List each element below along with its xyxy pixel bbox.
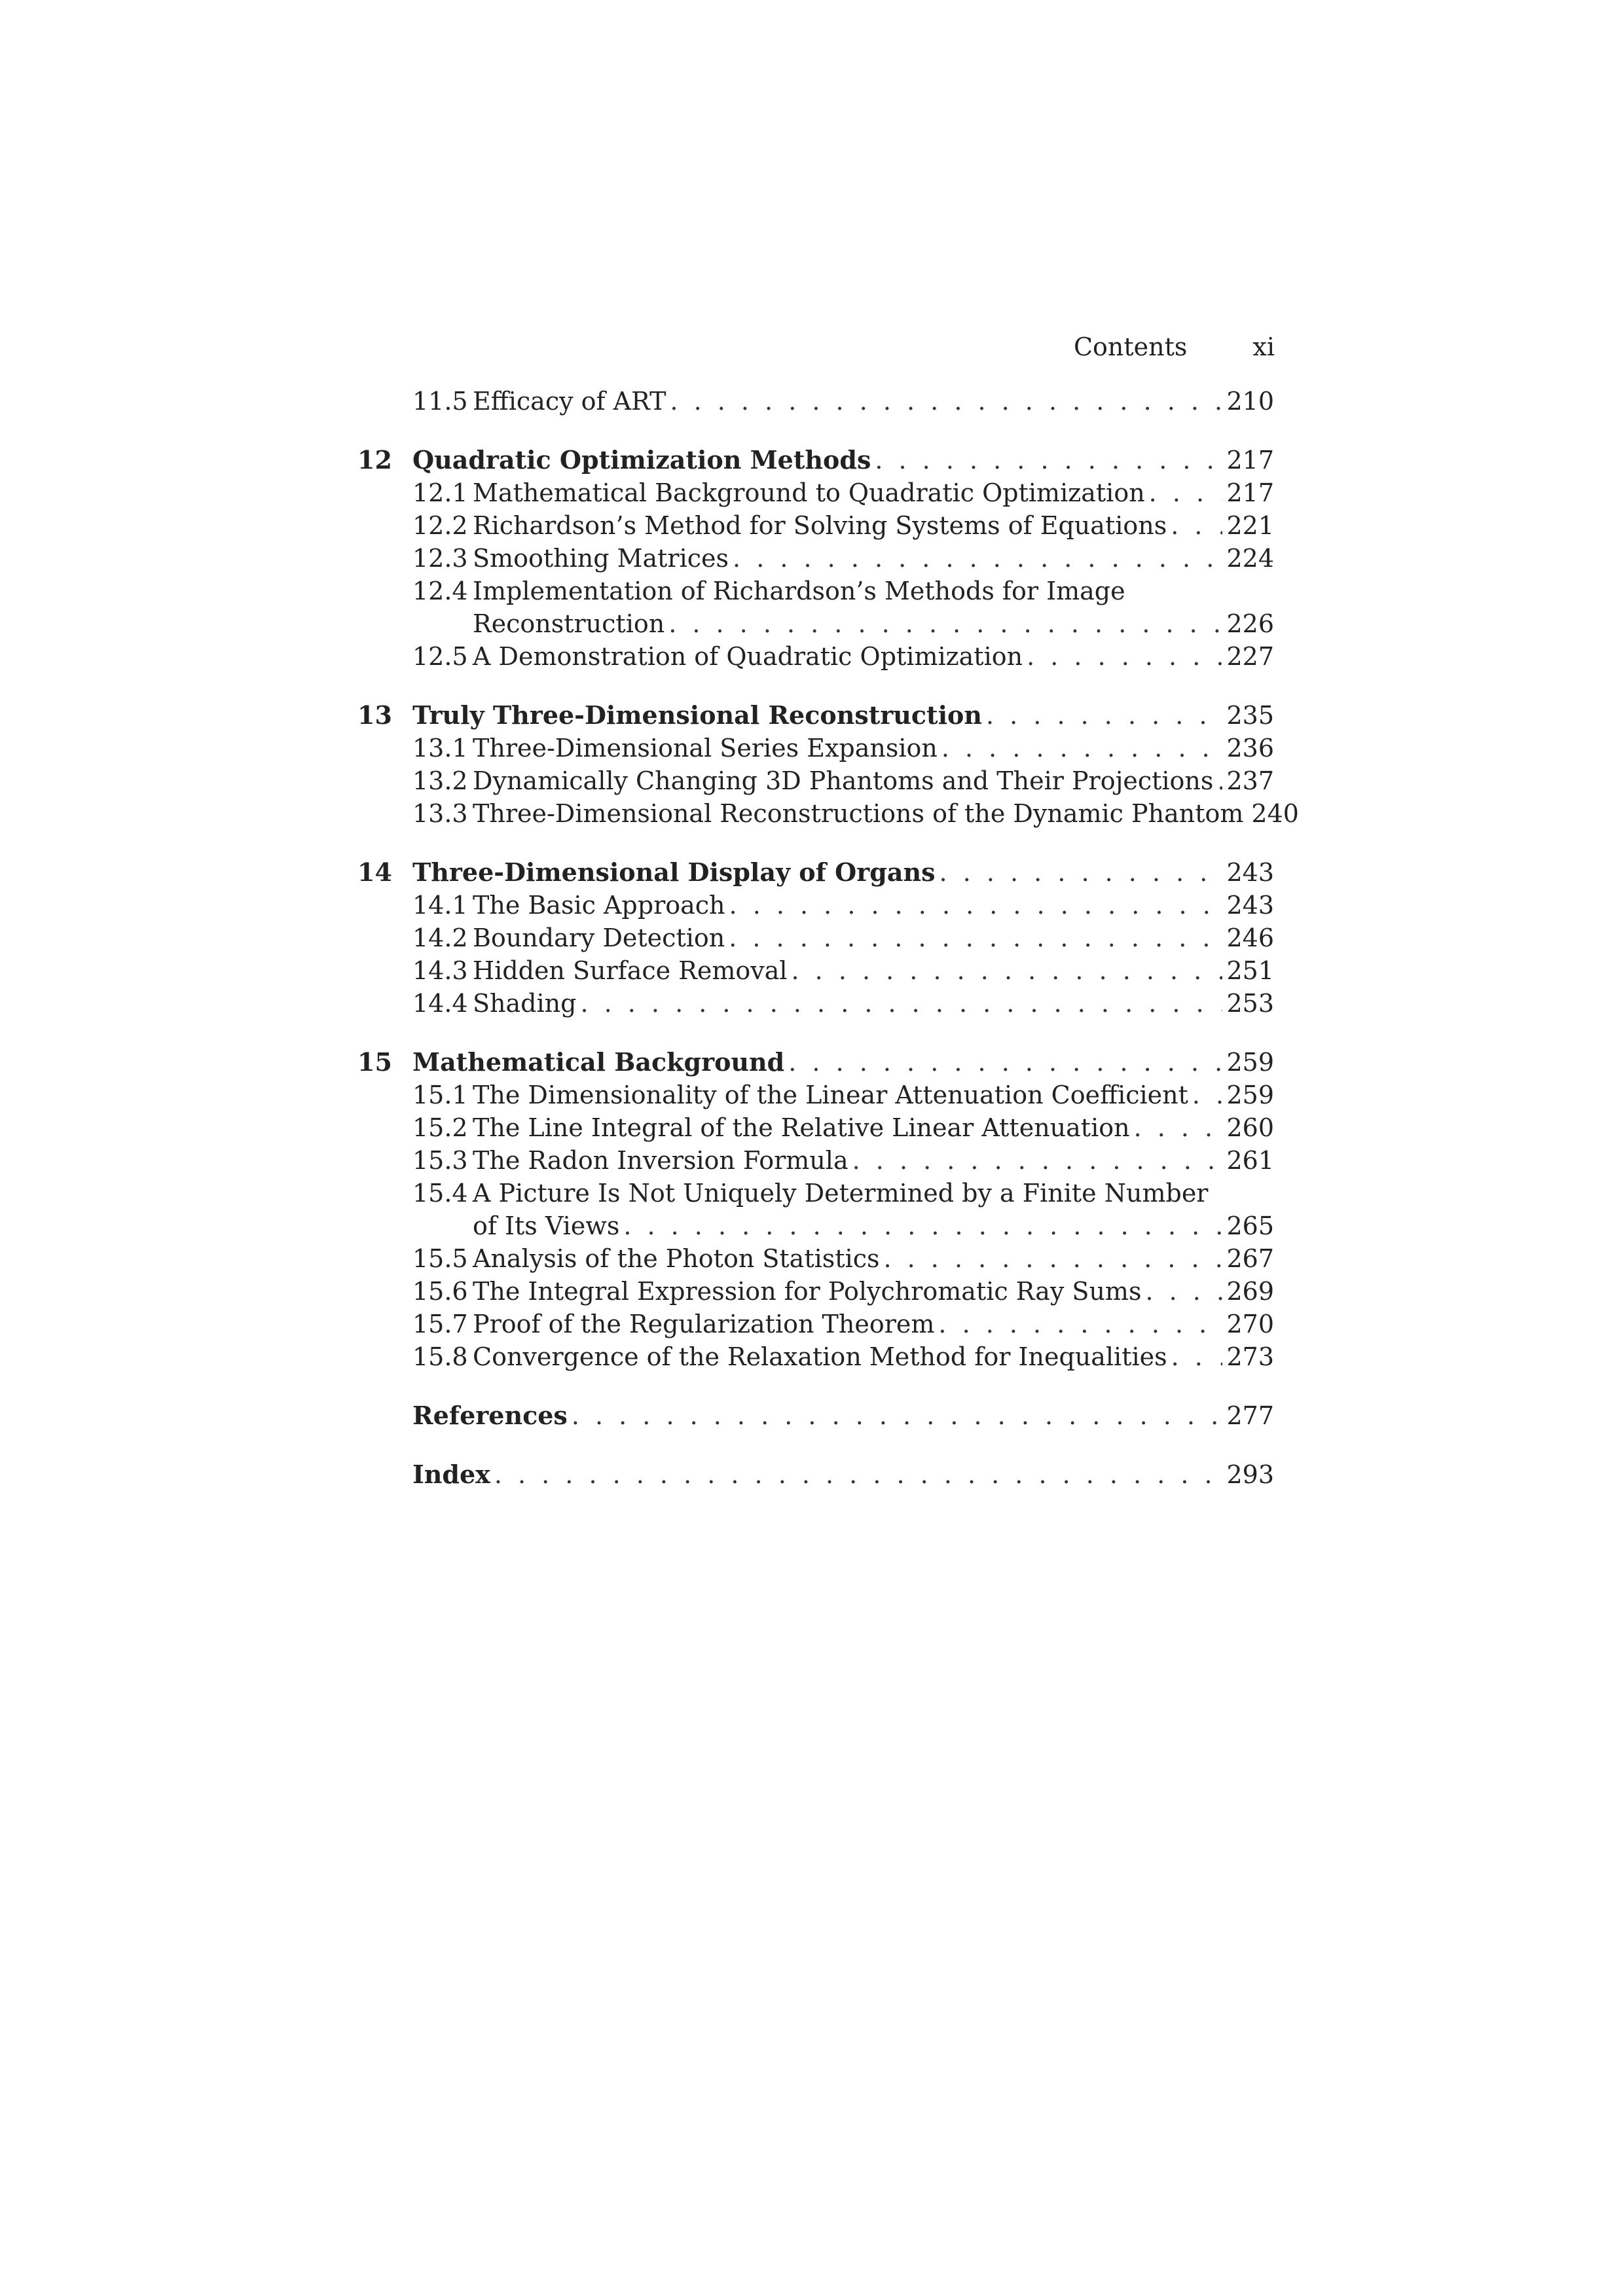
toc-chapter-entry[interactable] — [357, 856, 1274, 889]
toc-entry-page: 243 — [1226, 858, 1274, 887]
toc-section-entry[interactable] — [357, 764, 1274, 797]
toc-entry-number: 13.1 — [412, 734, 468, 762]
toc-entry-title: The Radon Inversion Formula — [473, 1146, 848, 1175]
toc-entry-page: 217 — [1226, 478, 1274, 507]
dot-leader — [941, 732, 1223, 764]
dot-leader — [670, 385, 1222, 418]
toc-entry-page: 293 — [1226, 1460, 1274, 1489]
toc-entry-title: Three-Dimensional Series Expansion — [473, 734, 938, 762]
toc-section-entry[interactable] — [357, 1210, 1274, 1242]
dot-leader — [1145, 1275, 1222, 1308]
toc-entry-page: 237 — [1226, 766, 1274, 795]
toc-entry-page: 246 — [1226, 924, 1274, 952]
toc-entry-number: 14.3 — [412, 956, 468, 985]
toc-entry-title: The Basic Approach — [473, 891, 725, 920]
dot-leader — [580, 987, 1222, 1020]
header-page-number: xi — [1252, 332, 1275, 361]
toc-entry-page: 217 — [1226, 446, 1274, 475]
toc-entry-number: 15.2 — [412, 1113, 468, 1142]
toc-entry-title: Richardson’s Method for Solving Systems of Equations — [473, 511, 1167, 540]
toc-section-entry[interactable] — [357, 542, 1274, 575]
toc-section-entry[interactable] — [357, 1242, 1274, 1275]
toc-entry-number: 14 — [357, 857, 392, 887]
toc-entry-page: 267 — [1226, 1244, 1274, 1273]
toc-section-entry[interactable] — [357, 607, 1274, 640]
dot-leader — [494, 1458, 1223, 1491]
toc-entry-title: Convergence of the Relaxation Method for Inequalities — [473, 1342, 1167, 1371]
toc-entry-title: Mathematical Background — [412, 1047, 785, 1077]
toc-entry-number: 14.2 — [412, 924, 468, 952]
dot-leader — [729, 922, 1222, 954]
toc-entry-title: Index — [412, 1460, 490, 1489]
toc-section-entry[interactable] — [357, 385, 1274, 418]
toc-entry-title: Three-Dimensional Display of Organs — [412, 857, 936, 887]
toc-section-entry[interactable] — [357, 1340, 1274, 1373]
toc-entry-page: 277 — [1226, 1401, 1274, 1430]
toc-section-entry[interactable] — [357, 476, 1274, 509]
toc-entry-title: Quadratic Optimization Methods — [412, 445, 871, 475]
dot-leader — [883, 1242, 1222, 1275]
toc-entry-page: 221 — [1226, 511, 1274, 540]
toc-entry-page: 236 — [1226, 734, 1274, 762]
toc-chapter-entry[interactable] — [357, 1046, 1274, 1079]
toc-entry-page: 243 — [1226, 891, 1274, 920]
toc-entry-number: 15.6 — [412, 1277, 468, 1306]
toc-chapter-entry[interactable] — [357, 699, 1274, 732]
dot-leader — [792, 954, 1223, 987]
toc-entry-title: Smoothing Matrices — [473, 544, 729, 573]
toc-entry-title: A Picture Is Not Uniquely Determined by a Finite Number — [473, 1179, 1209, 1208]
toc-section-entry[interactable] — [357, 1144, 1274, 1177]
toc-entry-number: 15.7 — [412, 1310, 468, 1338]
toc-entry-page: 227 — [1226, 642, 1274, 671]
toc-entry-page: 259 — [1226, 1048, 1274, 1077]
toc-entry-number: 11.5 — [412, 387, 468, 416]
toc-entry-page: 269 — [1226, 1277, 1274, 1306]
toc-entry-title: Mathematical Background to Quadratic Optimization — [473, 478, 1145, 507]
header-title: Contents — [1073, 332, 1188, 361]
toc-entry-page: 260 — [1226, 1113, 1274, 1142]
toc-section-entry[interactable] — [357, 1275, 1274, 1308]
toc-section-entry[interactable] — [357, 987, 1274, 1020]
toc-entry-number: 15.3 — [412, 1146, 468, 1175]
toc-chapter-entry[interactable] — [357, 1458, 1274, 1491]
toc-entry-title: Shading — [473, 989, 577, 1018]
toc-entry-title: A Demonstration of Quadratic Optimization — [473, 642, 1023, 671]
dot-leader — [729, 889, 1223, 922]
toc-section-entry[interactable] — [357, 797, 1299, 830]
toc-entry-number: 13 — [357, 700, 392, 730]
toc-entry-number: 14.4 — [412, 989, 468, 1018]
toc-entry-title: References — [412, 1401, 568, 1430]
toc-section-entry[interactable] — [357, 575, 1274, 607]
toc-entry-page: 210 — [1226, 387, 1274, 416]
toc-entry-title: Efficacy of ART — [473, 387, 666, 416]
toc-section-entry[interactable] — [357, 509, 1274, 542]
toc-entry-title: of Its Views — [473, 1211, 620, 1240]
toc-entry-number: 15.1 — [412, 1081, 468, 1109]
toc-entry-number: 12.2 — [412, 511, 468, 540]
toc-entry-title: The Line Integral of the Relative Linear Attenuation — [473, 1113, 1130, 1142]
toc-entry-page: 273 — [1226, 1342, 1274, 1371]
dot-leader — [1217, 764, 1222, 797]
toc-entry-page: 259 — [1226, 1081, 1274, 1109]
toc-chapter-entry[interactable] — [357, 444, 1274, 476]
dot-leader — [986, 699, 1222, 732]
toc-entry-number: 12.4 — [412, 577, 468, 605]
dot-leader — [733, 542, 1222, 575]
dot-leader — [572, 1399, 1223, 1432]
toc-entry-number: 14.1 — [412, 891, 468, 920]
toc-section-entry[interactable] — [357, 1308, 1274, 1340]
toc-entry-title: Implementation of Richardson’s Methods for Image — [473, 577, 1125, 605]
toc-section-entry[interactable] — [357, 640, 1274, 673]
toc-entry-number: 15.8 — [412, 1342, 468, 1371]
toc-entry-page: 261 — [1226, 1146, 1274, 1175]
toc-entry-title: The Integral Expression for Polychromatic Ray Sums — [473, 1277, 1142, 1306]
dot-leader — [1149, 476, 1223, 509]
dot-leader — [1171, 509, 1222, 542]
toc-entry-number: 12.3 — [412, 544, 468, 573]
toc-entry-number: 15.4 — [412, 1179, 468, 1208]
toc-section-entry[interactable] — [357, 732, 1274, 764]
toc-entry-page: 253 — [1226, 989, 1274, 1018]
dot-leader — [938, 1308, 1222, 1340]
dot-leader — [852, 1144, 1223, 1177]
toc-section-entry[interactable] — [357, 889, 1274, 922]
toc-section-entry[interactable] — [357, 1079, 1274, 1111]
toc-section-entry[interactable] — [357, 1111, 1274, 1144]
toc-entry-title: Three-Dimensional Reconstructions of the Dynamic Phantom — [473, 799, 1244, 828]
table-of-contents — [357, 385, 1299, 1491]
dot-leader — [1027, 640, 1222, 673]
dot-leader — [1171, 1340, 1223, 1373]
toc-entry-number: 12.1 — [412, 478, 468, 507]
toc-entry-title: Analysis of the Photon Statistics — [473, 1244, 880, 1273]
toc-entry-page: 240 — [1251, 799, 1299, 828]
toc-entry-page: 270 — [1226, 1310, 1274, 1338]
toc-entry-number: 12 — [357, 445, 392, 475]
toc-entry-page: 251 — [1226, 956, 1274, 985]
toc-entry-title: Hidden Surface Removal — [473, 956, 788, 985]
running-header — [1048, 327, 1275, 367]
toc-entry-number: 15.5 — [412, 1244, 468, 1273]
dot-leader — [1134, 1111, 1223, 1144]
toc-entry-number: 13.2 — [412, 766, 468, 795]
dot-leader — [668, 607, 1222, 640]
toc-entry-number: 12.5 — [412, 642, 468, 671]
toc-entry-number: 13.3 — [412, 799, 468, 828]
dot-leader — [623, 1210, 1222, 1242]
toc-entry-title: Boundary Detection — [473, 924, 725, 952]
dot-leader — [875, 444, 1222, 476]
toc-entry-page: 224 — [1226, 544, 1274, 573]
toc-entry-page: 235 — [1226, 701, 1274, 730]
toc-entry-title: The Dimensionality of the Linear Attenuation Coefficient — [473, 1081, 1188, 1109]
toc-entry-title: Proof of the Regularization Theorem — [473, 1310, 935, 1338]
dot-leader — [939, 856, 1223, 889]
dot-leader — [1192, 1079, 1223, 1111]
toc-chapter-entry[interactable] — [357, 1399, 1274, 1432]
toc-entry-title: Truly Three-Dimensional Reconstruction — [412, 700, 983, 730]
toc-section-entry[interactable] — [357, 1177, 1274, 1210]
toc-entry-number: 15 — [357, 1047, 392, 1077]
toc-section-entry[interactable] — [357, 954, 1274, 987]
toc-entry-title: Dynamically Changing 3D Phantoms and Their Projections — [473, 766, 1214, 795]
dot-leader — [788, 1046, 1222, 1079]
toc-section-entry[interactable] — [357, 922, 1274, 954]
toc-entry-title: Reconstruction — [473, 609, 665, 638]
toc-entry-page: 226 — [1226, 609, 1274, 638]
toc-entry-page: 265 — [1226, 1211, 1274, 1240]
